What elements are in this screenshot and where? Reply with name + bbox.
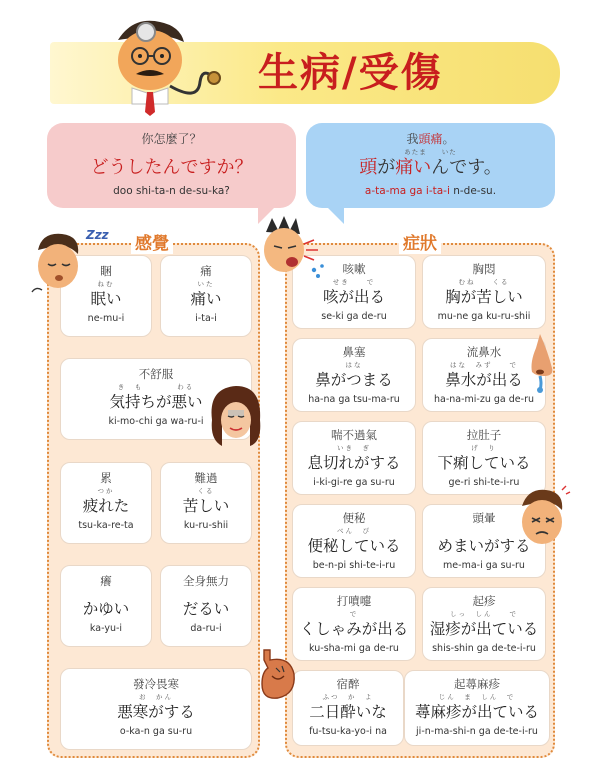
symptom-card (292, 670, 404, 746)
phrase-jp: 眠い (90, 290, 122, 308)
phrase-furigana: いた (197, 280, 215, 288)
phrase-furigana: くる (197, 487, 215, 495)
phrase-zh: 全身無力 (183, 574, 229, 588)
phrase-romaji: ji-n-ma-shi-n ga de-te-i-ru (416, 726, 538, 737)
doctor-illustration (88, 12, 228, 118)
phrase-jp: 息切れがする (307, 454, 401, 472)
phrase-furigana: ねむ (97, 280, 115, 288)
phrase-zh: 睏 (100, 264, 112, 278)
phrase-jp: 胸が苦しい (445, 288, 523, 306)
question-zh: 你怎麼了？ (141, 132, 202, 146)
phrase-romaji: i-ta-i (195, 313, 217, 324)
phrase-romaji: be-n-pi shi-te-i-ru (312, 560, 396, 571)
phrase-furigana (61, 589, 151, 599)
phrase-romaji: da-ru-i (190, 623, 222, 634)
phrase-jp: 疲れた (82, 497, 130, 515)
answer-zh: 我頭痛。 (406, 132, 455, 146)
phrase-zh: 喘不過氣 (331, 428, 377, 442)
phrase-romaji: i-ki-gi-re ga su-ru (313, 477, 395, 488)
phrase-zh: 不舒服 (138, 367, 174, 381)
phrase-jp: くしゃみが出る (299, 620, 409, 638)
stomach-illustration (256, 646, 300, 702)
phrase-furigana (161, 589, 251, 599)
phrase-furigana: せき で (332, 278, 376, 286)
symptom-card (292, 338, 416, 412)
phrase-jp: 苦しい (182, 497, 230, 515)
phrase-furigana: ふつ か よ (322, 693, 374, 701)
symptom-card (422, 255, 546, 329)
feeling-card (60, 462, 152, 544)
phrase-romaji: mu-ne ga ku-ru-shii (437, 311, 531, 322)
feeling-card (160, 255, 252, 337)
feeling-card (60, 668, 252, 750)
answer-bubble (306, 123, 555, 208)
phrase-jp: 痛い (190, 290, 222, 308)
phrase-zh: 便秘 (342, 511, 366, 525)
symptom-card (292, 421, 416, 495)
phrase-zh: 難過 (194, 471, 218, 485)
phrase-furigana: はな みず で (450, 361, 518, 369)
question-jp: どうしたんですか？ (90, 157, 253, 178)
nauseous-woman-illustration (206, 380, 266, 452)
phrase-zh: 起疹 (472, 594, 496, 608)
phrase-romaji: se-ki ga de-ru (321, 311, 387, 322)
phrase-furigana: じん ま しん で (438, 693, 516, 701)
phrase-jp: 下痢している (437, 454, 531, 472)
answer-furigana: あたま いた (404, 148, 457, 156)
phrase-furigana: はな (345, 361, 363, 369)
question-bubble (47, 123, 296, 208)
answer-jp: 頭が痛いんです。 (359, 157, 502, 178)
feeling-card (160, 565, 252, 647)
sneezing-boy-illustration (252, 214, 332, 284)
phrase-zh: 打噴嚏 (336, 594, 372, 608)
phrase-jp: 二日酔いな (309, 703, 387, 721)
phrase-romaji: o-ka-n ga su-ru (119, 726, 193, 737)
phrase-furigana: しっ しん で (450, 610, 518, 618)
phrase-jp: だるい (182, 600, 230, 618)
phrase-romaji: ne-mu-i (87, 313, 125, 324)
phrase-zh: 起蕁麻疹 (454, 677, 500, 691)
phrase-zh: 胸悶 (472, 262, 496, 276)
phrase-romaji: ha-na ga tsu-ma-ru (308, 394, 400, 405)
phrase-romaji: ku-sha-mi ga de-ru (309, 643, 399, 654)
phrase-jp: 咳が出る (322, 288, 385, 306)
phrase-zh: 累 (100, 471, 112, 485)
phrase-zh: 宿醉 (336, 677, 360, 691)
symptom-card (422, 587, 546, 661)
phrase-furigana: で (349, 610, 359, 618)
phrase-romaji: me-ma-i ga su-ru (443, 560, 525, 571)
phrase-romaji: ha-na-mi-zu ga de-ru (434, 394, 534, 405)
phrase-jp: 蕁麻疹が出ている (414, 703, 539, 721)
phrase-jp: 悪寒がする (117, 703, 195, 721)
phrase-zh: 頭暈 (472, 511, 496, 525)
phrase-furigana: つか (97, 487, 115, 495)
phrase-furigana: べん ぴ (337, 527, 371, 535)
zzz-text: Zzz (86, 228, 109, 242)
phrase-romaji: fu-tsu-ka-yo-i na (309, 726, 387, 737)
phrase-furigana: いき ぎ (337, 444, 371, 452)
phrase-romaji: ka-yu-i (89, 623, 123, 634)
feeling-card (160, 462, 252, 544)
phrase-jp: 湿疹が出ている (429, 620, 539, 638)
phrase-zh: 流鼻水 (466, 345, 502, 359)
answer-romaji: a-ta-ma ga i-ta-i n-de-su. (364, 185, 497, 197)
symptom-card (292, 504, 416, 578)
runny-nose-illustration (522, 332, 558, 394)
phrase-zh: 發冷畏寒 (133, 677, 179, 691)
dizzy-boy-illustration (512, 484, 572, 556)
phrase-zh: 痛 (200, 264, 212, 278)
phrase-zh: 癢 (100, 574, 112, 588)
phrase-romaji: ge-ri shi-te-i-ru (448, 477, 520, 488)
phrase-romaji: shis-shin ga de-te-i-ru (432, 643, 536, 654)
symptom-card (404, 670, 550, 746)
symptom-card (292, 587, 416, 661)
phrase-romaji: ku-ru-shii (183, 520, 229, 531)
phrase-zh: 咳嗽 (342, 262, 366, 276)
phrase-jp: 鼻がつまる (315, 371, 393, 389)
phrase-jp: めまいがする (437, 537, 531, 555)
symptoms-label: 症狀 (399, 234, 441, 254)
feelings-label: 感覺 (131, 234, 173, 254)
phrase-zh: 拉肚子 (466, 428, 502, 442)
feeling-card (60, 565, 152, 647)
phrase-furigana: お かん (139, 693, 173, 701)
phrase-furigana: き も わる (117, 383, 195, 391)
phrase-romaji: tsu-ka-re-ta (78, 520, 134, 531)
phrase-furigana: げ り (471, 444, 497, 452)
phrase-zh: 鼻塞 (342, 345, 366, 359)
question-romaji: doo shi-ta-n de-su-ka? (113, 185, 230, 197)
phrase-furigana: むね くる (458, 278, 510, 286)
sleepy-boy-illustration (28, 228, 88, 300)
phrase-jp: 便秘している (307, 537, 401, 555)
phrase-jp: 鼻水が出る (445, 371, 523, 389)
phrase-romaji: ki-mo-chi ga wa-ru-i (108, 416, 204, 427)
page-title: 生病/受傷 (258, 50, 443, 96)
phrase-jp: 気持ちが悪い (109, 393, 203, 411)
phrase-jp: かゆい (82, 600, 130, 618)
